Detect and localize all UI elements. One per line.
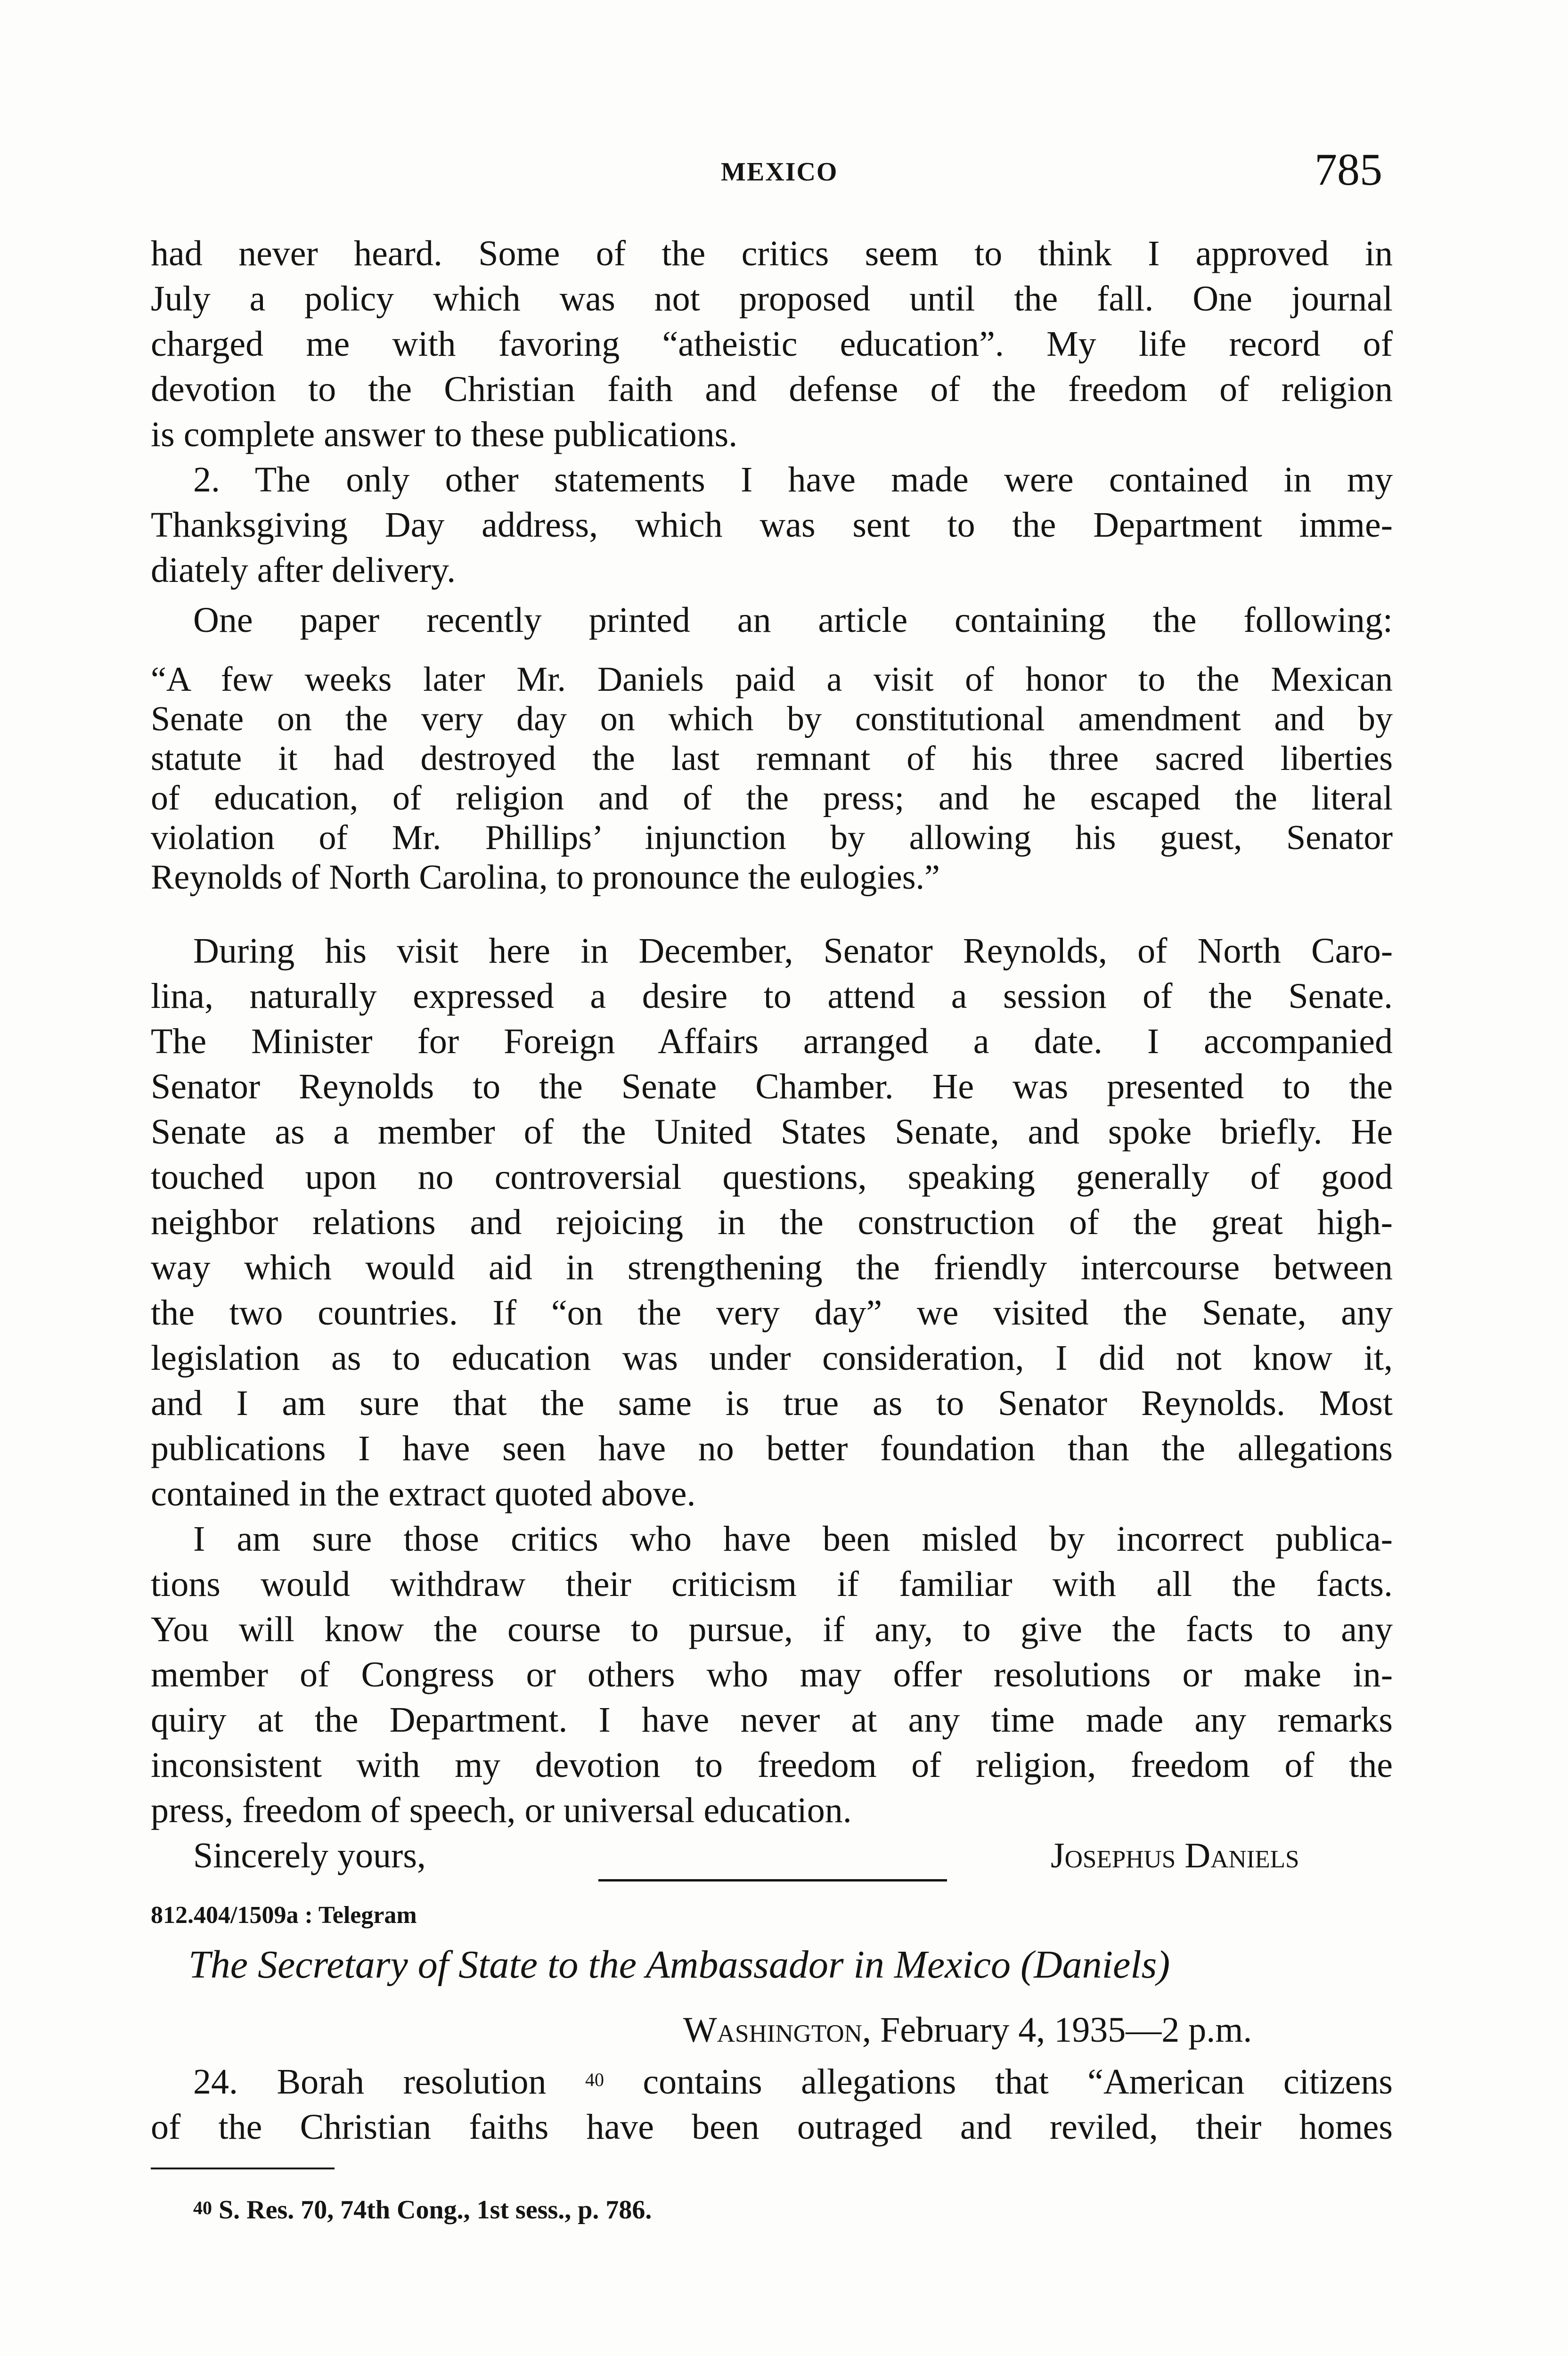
body-line: July a policy which was not proposed until the fall. One journal — [151, 279, 1393, 319]
dateline-place: Washington — [683, 2010, 862, 2050]
body-line: member of Congress or others who may offer resolutions or make in- — [151, 1655, 1393, 1694]
body-line: is complete answer to these publications. — [151, 415, 738, 454]
body-line: The Minister for Foreign Affairs arranged a date. I accompanied — [151, 1022, 1393, 1061]
body-line: 2. The only other statements I have made were contained in my — [193, 460, 1393, 499]
body-line: One paper recently printed an article containing the following: — [193, 600, 1393, 640]
body-line: lina, naturally expressed a desire to attend a session of the Senate. — [151, 976, 1393, 1016]
body-line: contained in the extract quoted above. — [151, 1474, 696, 1513]
footnote-reference[interactable]: 40 — [585, 2069, 604, 2090]
body-line: neighbor relations and rejoicing in the construction of the great high- — [151, 1203, 1393, 1242]
body-line — [193, 2059, 1393, 2104]
quote-line: Reynolds of North Carolina, to pronounce the eulogies.” — [151, 858, 940, 897]
body-line: charged me with favoring “atheistic education”. My life record of — [151, 324, 1393, 364]
document-title: The Secretary of State to the Ambassador in Mexico (Daniels) — [188, 1943, 1170, 1987]
dateline — [683, 2007, 1252, 2053]
document-separator-rule — [598, 1879, 947, 1882]
body-line: legislation as to education was under consideration, I did not know it, — [151, 1338, 1393, 1378]
footnote-text: S. Res. 70, 74th Cong., 1st sess., p. 786. — [219, 2195, 652, 2225]
quote-line: of education, of religion and of the press; and he escaped the literal — [151, 779, 1393, 818]
quote-line: Senate on the very day on which by constitutional amendment and by — [151, 700, 1393, 738]
quote-line: “A few weeks later Mr. Daniels paid a visit of honor to the Mexican — [151, 660, 1393, 699]
body-line: diately after delivery. — [151, 550, 456, 590]
body-line: the two countries. If “on the very day” we visited the Senate, any — [151, 1293, 1393, 1333]
quote-line: statute it had destroyed the last remnant of his three sacred liberties — [151, 739, 1393, 778]
footnote-number: 40 — [193, 2197, 212, 2218]
body-line: of the Christian faiths have been outraged and reviled, their homes — [151, 2107, 1393, 2147]
document-reference: 812.404/1509a : Telegram — [151, 1902, 417, 1929]
body-line: You will know the course to pursue, if any, to give the facts to any — [151, 1610, 1393, 1649]
body-line: Senate as a member of the United States Senate, and spoke briefly. He — [151, 1112, 1393, 1152]
signature: Josephus Daniels — [1051, 1836, 1299, 1875]
body-line-end: contains allegations that “American citizens — [643, 2062, 1393, 2102]
body-line: Senator Reynolds to the Senate Chamber. He was presented to the — [151, 1067, 1393, 1106]
body-line: inconsistent with my devotion to freedom of religion, freedom of the — [151, 1745, 1393, 1785]
footnote-rule — [151, 2168, 335, 2169]
body-line: way which would aid in strengthening the friendly intercourse between — [151, 1248, 1393, 1287]
body-line: had never heard. Some of the critics seem to think I approved in — [151, 234, 1393, 273]
body-line: During his visit here in December, Senator Reynolds, of North Caro- — [193, 931, 1393, 971]
body-line-start: 24. Borah resolution — [193, 2062, 547, 2102]
body-line: and I am sure that the same is true as to Senator Reynolds. Most — [151, 1383, 1393, 1423]
body-line: Thanksgiving Day address, which was sent to the Department imme- — [151, 505, 1393, 545]
body-line: I am sure those critics who have been misled by incorrect publica- — [193, 1519, 1393, 1559]
body-line: touched upon no controversial questions, speaking generally of good — [151, 1157, 1393, 1197]
body-line: tions would withdraw their criticism if familiar with all the facts. — [151, 1564, 1393, 1604]
body-line: publications I have seen have no better foundation than the allegations — [151, 1429, 1393, 1468]
page-number: 785 — [1315, 144, 1382, 195]
salutation: Sincerely yours, — [193, 1836, 426, 1875]
body-line: quiry at the Department. I have never at any time made any remarks — [151, 1700, 1393, 1740]
body-line: press, freedom of speech, or universal education. — [151, 1791, 852, 1830]
body-line: devotion to the Christian faith and defense of the freedom of religion — [151, 369, 1393, 409]
running-header-title: MEXICO — [721, 157, 838, 187]
footnote — [193, 2191, 652, 2229]
dateline-date: , February 4, 1935—2 p.m. — [862, 2010, 1252, 2050]
quote-line: violation of Mr. Phillips’ injunction by allowing his guest, Senator — [151, 818, 1393, 857]
